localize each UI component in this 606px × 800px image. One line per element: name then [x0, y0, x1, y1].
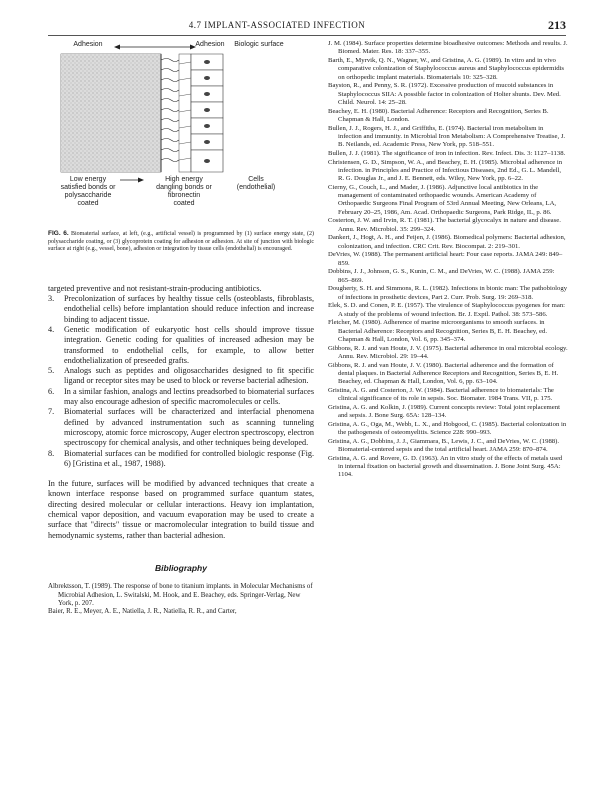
dangling-bonds — [161, 59, 179, 162]
biomaterial-texture — [61, 54, 161, 172]
reference-item: Fletcher, M. (1980). Adherence of marine microorganisms to smooth surfaces. in Bacterial Adherence: Receptors and Recognition, Series B, E. H. Beachey, ed. Chapman & Hall, London, Vol. 6, pp. 345–374. — [328, 319, 548, 343]
reference-item: Bayston, R., and Penny, S. R. (1972). Excessive production of mucoid substances in Staphylococcus SIIA: A possible factor in colonization of Holter shunts. Dev. Med. Child. Neurol. 14: 25–28. — [328, 82, 561, 106]
label-cells: Cells (endothelial) — [236, 176, 276, 191]
reference-item: Beachey, E. H. (1980). Bacterial Adherence: Receptors and Recognition, Series B. Chapman & Hall, London. — [328, 107, 549, 123]
reference-item: Elek, S. D. and Conen, P. E. (1957). The virulence of Staphylococcus pyogenes for man: A study of the problems of wound infection. Br. J. Exptl. Pathol. 38: 573–586. — [328, 302, 566, 318]
label-biologic-surface: Biologic surface — [234, 41, 284, 48]
reference-item: Christensen, G. D., Simpson, W. A., and Beachey, E. H. (1985). Microbial adherence in infection. in Principles and Practice of Infectious Diseases, 2nd Ed., G. L. Mandell, R. G. Douglas Jr., and J. E. Bennett, eds. Wiley, New York, pp. 6–22. — [328, 158, 563, 182]
reference-item: DeVries, W. (1988). The permanent artificial heart: Four case reports. JAMA 249: 849–859. — [328, 251, 563, 267]
reference-item: Gibbons, R. J. and van Houte, J. V. (1980). Bacterial adherence and the formation of dental plaques. in Bacterial Adherence Receptors and Recognition, Series B, E. H. Beachey, ed. Chapman & Hall, London, Vol. 6, pp. 63–104. — [328, 361, 559, 385]
reference-item: Gibbons, R. J. and van Houte, J. V. (1975). Bacterial adherence in oral microbial ecology. Annu. Rev. Microbiol. 29: 19–44. — [328, 344, 568, 360]
numbered-list — [48, 294, 314, 469]
reference-item: Bullen, J. J., Rogers, H. J., and Griffiths, E. (1974). Bacterial iron metabolism in infection and immunity. in Microbial Iron Metabolism: A Comprehensive Treatise, J. B. Neilands, ed. Academic Press, New York, pp. 518–551. — [328, 124, 566, 148]
section-title: 4.7 IMPLANT-ASSOCIATED INFECTION — [188, 20, 366, 30]
reference-item: Gristina, A. G. and Costerton, J. W. (1984). Bacterial adherence to biomaterials: The clinical significance of its role in sepsis. Soc. Biomater. 1984 Trans. VII, p. 175. — [328, 386, 554, 402]
intro-continuation: targeted preventive and not resistant-strain-producing antibiotics. — [48, 283, 262, 293]
closing-paragraph: In the future, surfaces will be modified by advanced techniques that create a known interface response based on programmed surface quantum states, directing desired molecular or cellular interactions. Heavy ion implantation, chemical vapor deposition, and vacuum evaporation may be used to create a surface that "directs" tissue or macromolecular integration to build tissue and hemodynamic systems, rather than bacterial adhesion. — [48, 479, 314, 540]
figure-caption — [48, 230, 314, 254]
right-column — [328, 40, 568, 480]
endothelial-cells — [191, 54, 223, 172]
body-text — [48, 284, 314, 617]
reference-item: Dankert, J., Hogt, A. H., and Feijen, J. (1986). Biomedical polymers: Bacterial adhesion, colonization, and infection. CRC Crit. Rev. Biocompat. 2: 219–301. — [328, 234, 566, 250]
reference-item: Albrektsson, T. (1989). The response of bone to titanium implants. in Molecular Mechanisms of Microbial Adhesion, L. Switalski, M. Hook, and E. Beachey, eds. Springer-Verlag, New York, p. 207. — [48, 583, 313, 608]
label-adhesion-left: Adhesion — [73, 41, 103, 48]
label-high-energy: High energy dangling bonds or fibronectin coated — [156, 176, 212, 207]
reference-item: Gristina, A. G., Dobbins, J. J., Giammara, B., Lewis, J. C., and DeVries, W. C. (1988). Biomaterial-centered sepsis and the total artificial heart. JAMA 259: 870–874. — [328, 437, 560, 453]
fibronectin-layer — [179, 54, 191, 172]
label-low-energy: Low energy satisfied bonds or polysaccharide coated — [60, 176, 116, 207]
list-item: 6. In a similar fashion, analogs and lectins preadsorbed to biomaterial surfaces may also encourage adhesion of specific macromolecules or cells. — [48, 386, 314, 407]
reference-item: Cierny, G., Couch, L., and Mader, J. (1986). Adjunctive local antibiotics in the management of contaminated orthopaedic wounds. American Academy of Orthopaedic Surgeons Final Program of 53rd Annual Meeting, New Orleans, LA, February 20–25, 1986, Am. Acad. Orthopaedic Surgeons, Park Ridge, IL, p. 86. — [328, 183, 557, 216]
page-number: 213 — [548, 18, 566, 32]
list-item: 8. Biomaterial surfaces can be modified for controlled biologic response (Fig. 6) [Gristina et al., 1987, 1988). — [48, 448, 314, 468]
list-item: 4. Genetic modification of eukaryotic host cells should improve tissue integration. Genetic coding for qualities of increased adhesion may be transformed to endothelial cells, for example, to allow better endothelialization of preseeded grafts. — [48, 324, 314, 365]
header-rule — [48, 35, 566, 36]
caption-label: FIG. 6. — [48, 230, 69, 237]
label-adhesion-right: Adhesion — [195, 41, 225, 48]
reference-item: Baier, R. E., Meyer, A. E., Natiella, J. R., Natiella, R. R., and Carter, — [48, 608, 237, 616]
reference-item: J. M. (1984). Surface properties determine bioadhesive outcomes: Methods and results. J. Biomed. Mater. Res. 18: 337–355. — [328, 40, 568, 56]
reference-item: Gristina, A. G. and Rovere, G. D. (1963). An in vitro study of the effects of metals used in internal fixation on bacterial growth and dissemination. J. Bone Joint Surg. 45A: 1104. — [328, 454, 563, 479]
caption-text: Biomaterial surface, at left, (e.g., artificial vessel) is programmed by (1) surface energy state, (2) polysaccharide coating, or (3) glycoprotein coating for adhesion or adhesion. At site of junction with biologic surface at right (e.g., vessel, bone), adhesion or integration by tissue cells (endothelial) is encouraged. — [48, 231, 315, 253]
bibliography-heading: Bibliography — [155, 562, 207, 573]
list-item: 5. Analogs such as peptides and oligosaccharides designed to fit specific ligand or receptor sites may be used to block or reverse bacterial adhesion. — [48, 366, 314, 386]
left-column — [48, 40, 314, 617]
reference-item: Dougherty, S. H. and Simmons, R. L. (1982). Infections in bionic man: The pathobiology of infections in prosthetic devices, Part 2. Curr. Prob. Surg. 19: 269–318. — [328, 285, 568, 301]
reference-item: Gristina, A. G., Oga, M., Webb, L. X., and Hobgood, C. (1985). Bacterial colonization in the pathogenesis of osteomyelitis. Science 228: 990–993. — [328, 420, 567, 436]
reference-item: Bullen, J. J. (1981). The significance of iron in infection. Rev. Infect. Dis. 3: 1127–1138. — [328, 149, 566, 157]
list-item: 7. Biomaterial surfaces will be characterized and interfacial phenomena defined by advanced instrumentation such as scanning tunneling microscopy, atomic force microscopy, Auger electron spectroscopy, electron spectroscopy for chemical analysis, and other techniques being developed. — [48, 407, 314, 448]
figure-6 — [48, 40, 314, 230]
reference-item: Gristina, A. G. and Kolkin, J. (1989). Current concepts review: Total joint replacement and sepsis. J. Bone Surg. 65A: 128–134. — [328, 403, 560, 419]
reference-item: Barth, E., Myrvik, Q. N., Wagner, W., and Gristina, A. G. (1989). In vitro and in vivo comparative colonization of Staphylococcus aureus and Staphylococcus epidermidis on orthopedic implant materials. Biomaterials 10: 325–328. — [328, 57, 565, 81]
list-item: 3. Precolonization of surfaces by healthy tissue cells (osteoblasts, fibroblasts, endothelial cells) before implantation should reduce infection and increase binding to adjacent tissue. — [48, 294, 314, 324]
reference-item: Dobbins, J. J., Johnson, G. S., Kunin, C. M., and DeVries, W. C. (1988). JAMA 259: 865–869. — [328, 268, 555, 284]
reference-item: Costerton, J. W. and Irvin, R. T. (1981). The bacterial glycocalyx in nature and disease. Annu. Rev. Microbiol. 35: 299–324. — [328, 217, 561, 233]
